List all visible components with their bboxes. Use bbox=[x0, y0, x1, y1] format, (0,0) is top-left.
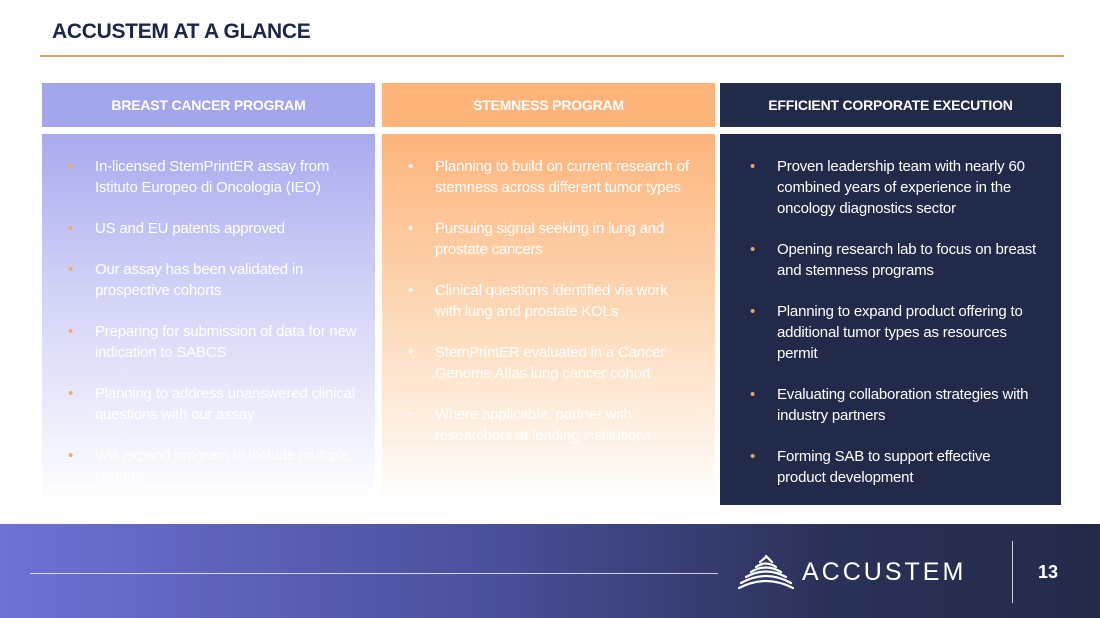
list-item bbox=[408, 218, 697, 260]
title-underline bbox=[40, 55, 1064, 57]
bullet-text: Clinical questions identified via work with lung and prostate KOLs bbox=[435, 282, 668, 320]
bullet-text: In-licensed StemPrintER assay from Istituto Europeo di Oncologia (IEO) bbox=[95, 158, 330, 196]
bullet-icon: • bbox=[68, 220, 74, 237]
bullet-text: Evaluating collaboration strategies with industry partners bbox=[777, 386, 1029, 424]
bullet-icon: • bbox=[750, 158, 756, 175]
bullet-text: Will expand program to include multiple cohorts bbox=[95, 447, 349, 485]
column-body-corporate-execution bbox=[720, 134, 1061, 505]
bullet-text: Opening research lab to focus on breast and stemness programs bbox=[777, 241, 1037, 279]
column-header-breast-cancer: BREAST CANCER PROGRAM bbox=[42, 83, 375, 127]
bullet-text: Where applicable, partner with researchers at leading institutions bbox=[435, 406, 652, 444]
column-body-stemness bbox=[382, 134, 715, 504]
bullet-list bbox=[408, 156, 697, 446]
bullet-text: Forming SAB to support effective product development bbox=[777, 448, 991, 486]
column-body-breast-cancer bbox=[42, 134, 375, 504]
list-item bbox=[750, 446, 1043, 488]
list-item bbox=[750, 239, 1043, 281]
bullet-text: Planning to build on current research of stemness across different tumor types bbox=[435, 158, 689, 196]
bullet-icon: • bbox=[408, 220, 414, 237]
bullet-icon: • bbox=[408, 282, 414, 299]
corporate-execution-column bbox=[720, 83, 1061, 505]
accustem-logo-icon bbox=[738, 554, 794, 590]
list-item bbox=[68, 383, 357, 425]
bullet-text: Preparing for submission of data for new indication to SABCS bbox=[95, 323, 357, 361]
logo-wordmark: ACCUSTEM bbox=[802, 557, 967, 586]
bullet-icon: • bbox=[750, 386, 756, 403]
list-item bbox=[408, 404, 697, 446]
list-item bbox=[68, 218, 357, 239]
list-item bbox=[68, 321, 357, 363]
bullet-icon: • bbox=[68, 323, 74, 340]
list-item bbox=[750, 301, 1043, 364]
bullet-icon: • bbox=[68, 261, 74, 278]
list-item bbox=[68, 445, 357, 487]
list-item bbox=[408, 156, 697, 198]
column-header-stemness: STEMNESS PROGRAM bbox=[382, 83, 715, 127]
bullet-icon: • bbox=[68, 385, 74, 402]
bullet-text: US and EU patents approved bbox=[95, 220, 285, 237]
breast-cancer-program-column bbox=[42, 83, 375, 504]
list-item bbox=[408, 342, 697, 384]
bullet-text: Proven leadership team with nearly 60 combined years of experience in the oncology diagnostics sector bbox=[777, 158, 1025, 217]
bullet-icon: • bbox=[750, 448, 756, 465]
slide-title: ACCUSTEM AT A GLANCE bbox=[52, 20, 311, 43]
bullet-icon: • bbox=[68, 158, 74, 175]
list-item bbox=[750, 384, 1043, 426]
list-item bbox=[408, 280, 697, 322]
bullet-text: Pursuing signal seeking in lung and prostate cancers bbox=[435, 220, 664, 258]
bullet-icon: • bbox=[408, 406, 414, 423]
list-item bbox=[68, 156, 357, 198]
bullet-list bbox=[750, 156, 1043, 488]
footer-divider bbox=[1012, 541, 1013, 603]
bullet-text: Planning to address unanswered clinical questions with our assay bbox=[95, 385, 355, 423]
column-header-corporate-execution: EFFICIENT CORPORATE EXECUTION bbox=[720, 83, 1061, 127]
footer-rule bbox=[30, 573, 718, 574]
slide-footer bbox=[0, 524, 1100, 618]
bullet-list bbox=[68, 156, 357, 487]
accustem-logo bbox=[738, 554, 966, 590]
bullet-text: StemPrintER evaluated in a Cancer Genome Atlas lung cancer cohort bbox=[435, 344, 666, 382]
bullet-text: Our assay has been validated in prospective cohorts bbox=[95, 261, 304, 299]
bullet-icon: • bbox=[408, 344, 414, 361]
list-item bbox=[68, 259, 357, 301]
bullet-icon: • bbox=[68, 447, 74, 464]
bullet-icon: • bbox=[750, 241, 756, 258]
stemness-program-column bbox=[382, 83, 715, 504]
bullet-icon: • bbox=[750, 303, 756, 320]
bullet-icon: • bbox=[408, 158, 414, 175]
list-item bbox=[750, 156, 1043, 219]
page-number: 13 bbox=[1038, 562, 1059, 582]
bullet-text: Planning to expand product offering to additional tumor types as resources permit bbox=[777, 303, 1023, 362]
